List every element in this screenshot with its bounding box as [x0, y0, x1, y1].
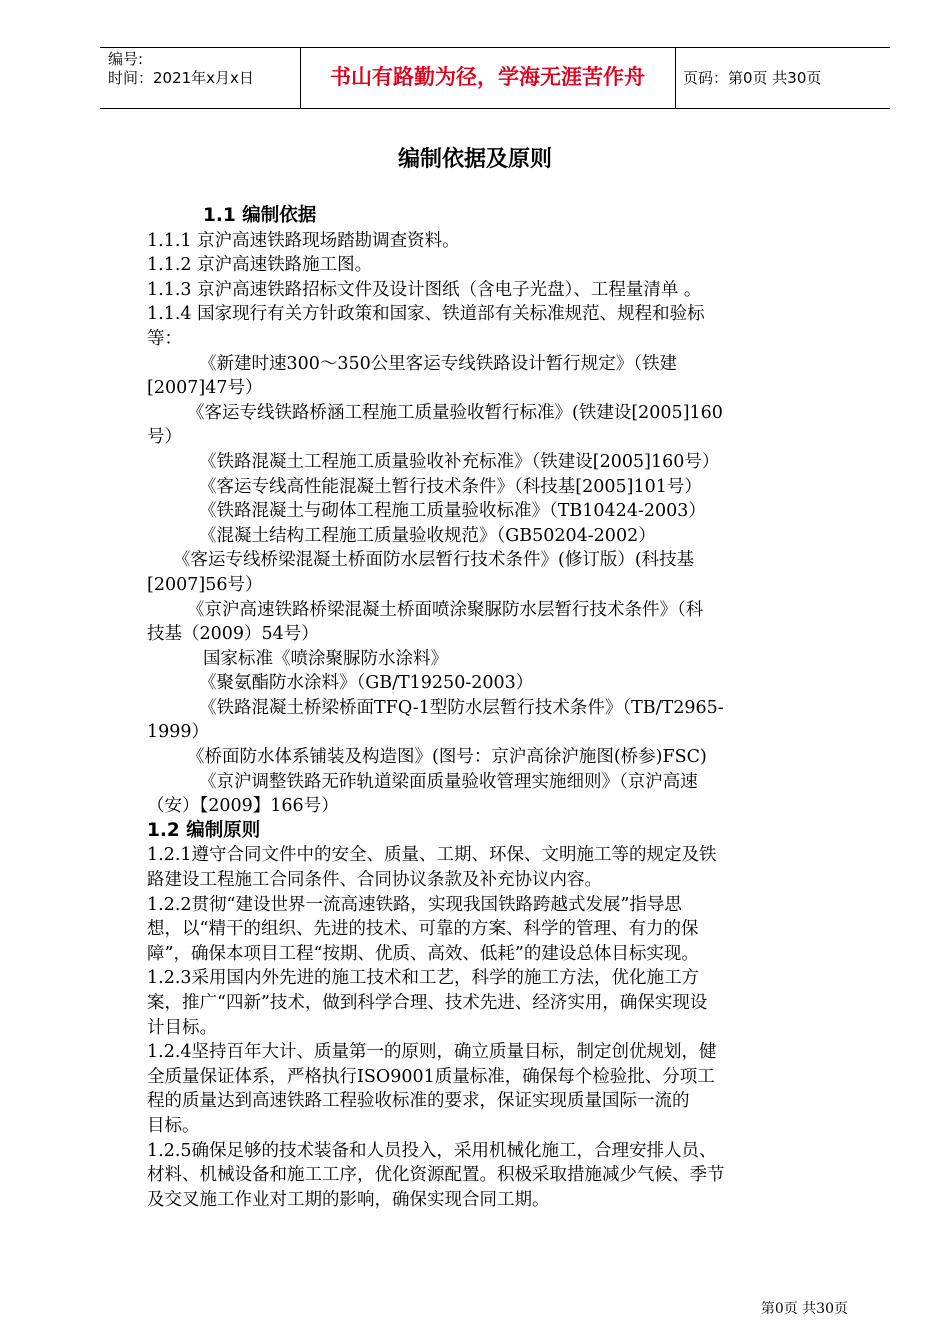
reference-line: 《新建时速300～350公里客运专线铁路设计暂行规定》（铁建: [199, 353, 678, 374]
document-body: [147, 204, 847, 1212]
reference-line: 《铁路混凝土工程施工质量验收补充标准》（铁建设[2005]160号）: [199, 451, 720, 472]
paragraph-line: 1.1.3 京沪高速铁路招标文件及设计图纸（含电子光盘）、工程量清单 。: [147, 279, 702, 300]
section-heading-1-1: 1.1 编制依据: [203, 205, 317, 226]
header-motto: 书山有路勤为径，学海无涯苦作舟: [330, 65, 645, 89]
reference-line: 《客运专线铁路桥涵工程施工质量验收暂行标准》(铁建设[2005]160: [187, 402, 723, 423]
paragraph-line: 1.2.4坚持百年大计、质量第一的原则，确立质量目标，制定创优规划，健: [147, 1042, 717, 1063]
paragraph-line: 1.2.3采用国内外先进的施工技术和工艺，科学的施工方法，优化施工方: [147, 968, 700, 989]
paragraph-line: 案，推广“四新”技术，做到科学合理、技术先进、经济实用，确保实现设: [147, 993, 708, 1013]
reference-line: 《铁路混凝土与砌体工程施工质量验收标准》（TB10424-2003）: [199, 501, 706, 522]
paragraph-line: 1.1.1 京沪高速铁路现场踏勘调查资料。: [147, 230, 460, 251]
paragraph-line: 计目标。: [147, 1017, 217, 1038]
reference-line: 《聚氨酯防水涂料》（GB/T19250-2003）: [199, 673, 534, 694]
reference-line: 技基（2009）54号）: [147, 624, 319, 645]
reference-line: 《铁路混凝土桥梁桥面TFQ-1型防水层暂行技术条件》（TB/T2965-: [199, 697, 724, 718]
paragraph-line: 全质量保证体系，严格执行ISO9001质量标准，确保每个检验批、分项工: [147, 1066, 715, 1087]
paragraph-line: 程的质量达到高速铁路工程验收标准的要求，保证实现质量国际一流的: [147, 1091, 690, 1112]
paragraph-line: 及交叉施工作业对工期的影响，确保实现合同工期。: [147, 1189, 550, 1210]
paragraph-line: 想，以“精干的组织、先进的技术、可靠的方案、科学的管理、有力的保: [147, 919, 699, 940]
reference-line: [2007]47号）: [147, 378, 263, 399]
paragraph-line: 目标。: [147, 1115, 200, 1136]
paragraph-line: 1.1.2 京沪高速铁路施工图。: [147, 255, 373, 276]
paragraph-line: 1.2.2贯彻“建设世界一流高速铁路，实现我国铁路跨越式发展”指导思: [147, 894, 682, 915]
header-meta-cell: [100, 48, 301, 108]
reference-line: 《京沪调整铁路无砟轨道梁面质量验收管理实施细则》（京沪高速: [199, 771, 698, 792]
reference-line: 《京沪高速铁路桥梁混凝土桥面喷涂聚脲防水层暂行技术条件》（科: [187, 599, 704, 620]
document-number-label: 编号:: [108, 50, 144, 68]
reference-line: 《混凝土结构工程施工质量验收规范》（GB50204-2002）: [199, 525, 656, 546]
page-footer: 第0页 共30页: [760, 1301, 848, 1317]
paragraph-line: 等：: [147, 328, 182, 349]
section-heading-1-2: 1.2 编制原则: [147, 819, 261, 841]
reference-line: 《桥面防水体系铺装及构造图》(图号：京沪高徐沪施图(桥参)FSC): [187, 747, 707, 768]
page-header: [100, 47, 890, 109]
paragraph-line: 1.2.5确保足够的技术装备和人员投入，采用机械化施工，合理安排人员、: [147, 1140, 717, 1161]
document-title: 编制依据及原则: [397, 147, 552, 172]
paragraph-line: 路建设工程施工合同条件、合同协议条款及补充协议内容。: [147, 870, 602, 891]
document-time-label: 时间：2021年x月x日: [108, 69, 254, 87]
header-motto-cell: [300, 48, 676, 108]
paragraph-line: 1.2.1遵守合同文件中的安全、质量、工期、环保、文明施工等的规定及铁: [147, 845, 717, 866]
paragraph-line: 1.1.4 国家现行有关方针政策和国家、铁道部有关标准规范、规程和验标: [147, 304, 705, 325]
paragraph-line: 障”，确保本项目工程“按期、优质、高效、低耗”的建设总体目标实现。: [147, 943, 699, 964]
header-page-number: 页码：第0页 共30页: [683, 69, 822, 87]
reference-line: 《客运专线桥梁混凝土桥面防水层暂行技术条件》(修订版）(科技基: [173, 550, 695, 571]
header-page-cell: [675, 48, 890, 108]
reference-line: 号）: [147, 427, 182, 448]
reference-line: 《客运专线高性能混凝土暂行技术条件》（科技基[2005]101号）: [199, 476, 702, 497]
reference-line: 1999）: [147, 722, 210, 743]
reference-line: （安）【2009】166号）: [147, 796, 339, 817]
reference-line: [2007]56号）: [147, 574, 263, 595]
paragraph-line: 材料、机械设备和施工工序，优化资源配置。积极采取措施减少气候、季节: [147, 1165, 725, 1186]
reference-line: 国家标准《喷涂聚脲防水涂料》: [203, 648, 448, 669]
